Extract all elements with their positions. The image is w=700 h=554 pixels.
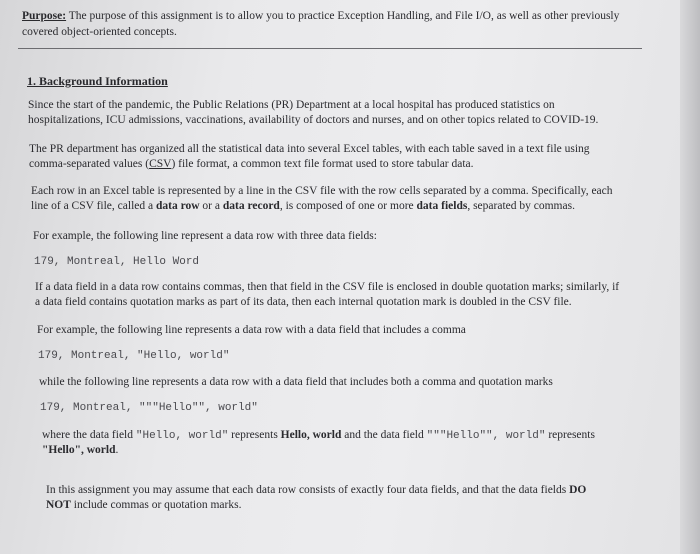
para2-text-b: ) file format, a common text file format used to store tabular data.: [171, 158, 474, 170]
page-edge-shadow: [680, 0, 700, 554]
where-text-end: .: [115, 444, 119, 456]
example3-intro: while the following line represents a data row with a data field that includes both a comma and quotation marks: [39, 376, 553, 388]
csv-term: CSV: [149, 158, 172, 170]
example1-intro: For example, the following line represent a data row with three data fields:: [33, 230, 377, 242]
para3-line-2: [31, 199, 575, 214]
para2-text-a: comma-separated values (: [29, 158, 150, 170]
para4-line-1: If a data field in a data row contains commas, then that field in the CSV file is enclosed in double quotation marks; similarly, if: [35, 281, 620, 293]
para2-line-2: [29, 157, 474, 172]
purpose-label: Purpose:: [22, 10, 67, 22]
example2-intro: For example, the following line represents a data row with a data field that includes a comma: [37, 324, 466, 336]
where-line-1: [42, 428, 595, 444]
purpose-line-2: covered object-oriented concepts.: [22, 26, 177, 38]
para3-text-a: line of a CSV file, called a: [31, 200, 156, 212]
purpose-line-1: [22, 9, 619, 24]
where-line-2: [42, 443, 118, 458]
para3-text-c: , is composed of one or more: [279, 200, 417, 212]
where-code-1: "Hello, world": [135, 430, 229, 442]
final-text-b: include commas or quotation marks.: [70, 499, 242, 511]
term-data-record: data record: [222, 200, 280, 212]
example1-code: 179, Montreal, Hello Word: [34, 256, 200, 268]
para3-text-or: or a: [199, 200, 223, 212]
para3-line-1: Each row in an Excel table is represented by a line in the CSV file with the row cells separated by a comma. Specifically, each: [31, 185, 613, 197]
where-code-2: """Hello"", world": [426, 430, 546, 442]
final-line-1: [46, 483, 586, 498]
where-text-a: where the data field: [42, 429, 136, 441]
final-text-a: In this assignment you may assume that each data row consists of exactly four data fields, and that the data fields: [46, 484, 570, 496]
section-divider: [18, 48, 642, 49]
where-text-c: and the data field: [341, 429, 427, 441]
section-heading: 1. Background Information: [27, 74, 168, 88]
final-bold-not: NOT: [46, 499, 71, 511]
term-data-row: data row: [155, 200, 200, 212]
where-bold-1: Hello, world: [280, 429, 342, 441]
example2-code: 179, Montreal, "Hello, world": [38, 350, 230, 362]
para3-text-d: , separated by commas.: [467, 200, 575, 212]
para2-line-1: The PR department has organized all the statistical data into several Excel tables, with each table saved in a text file using: [29, 143, 590, 155]
purpose-text-1: The purpose of this assignment is to allow you to practice Exception Handling, and File I/O, as well as other previously: [66, 10, 620, 22]
final-bold-do: DO: [569, 484, 587, 496]
where-bold-2: "Hello", world: [42, 444, 116, 456]
para1-line-2: hospitalizations, ICU admissions, vaccinations, availability of doctors and nurses, and on other topics related to COVID-19.: [28, 114, 599, 126]
final-line-2: [46, 498, 241, 513]
para1-line-1: Since the start of the pandemic, the Public Relations (PR) Department at a local hospital has produced statistics on: [28, 99, 555, 111]
para4-line-2: a data field contains quotation marks as part of its data, then each internal quotation mark is doubled in the CSV file.: [35, 296, 572, 308]
where-text-b: represents: [228, 429, 281, 441]
term-data-fields: data fields: [416, 200, 468, 212]
example3-code: 179, Montreal, """Hello"", world": [40, 402, 258, 414]
where-text-d: represents: [545, 429, 595, 441]
